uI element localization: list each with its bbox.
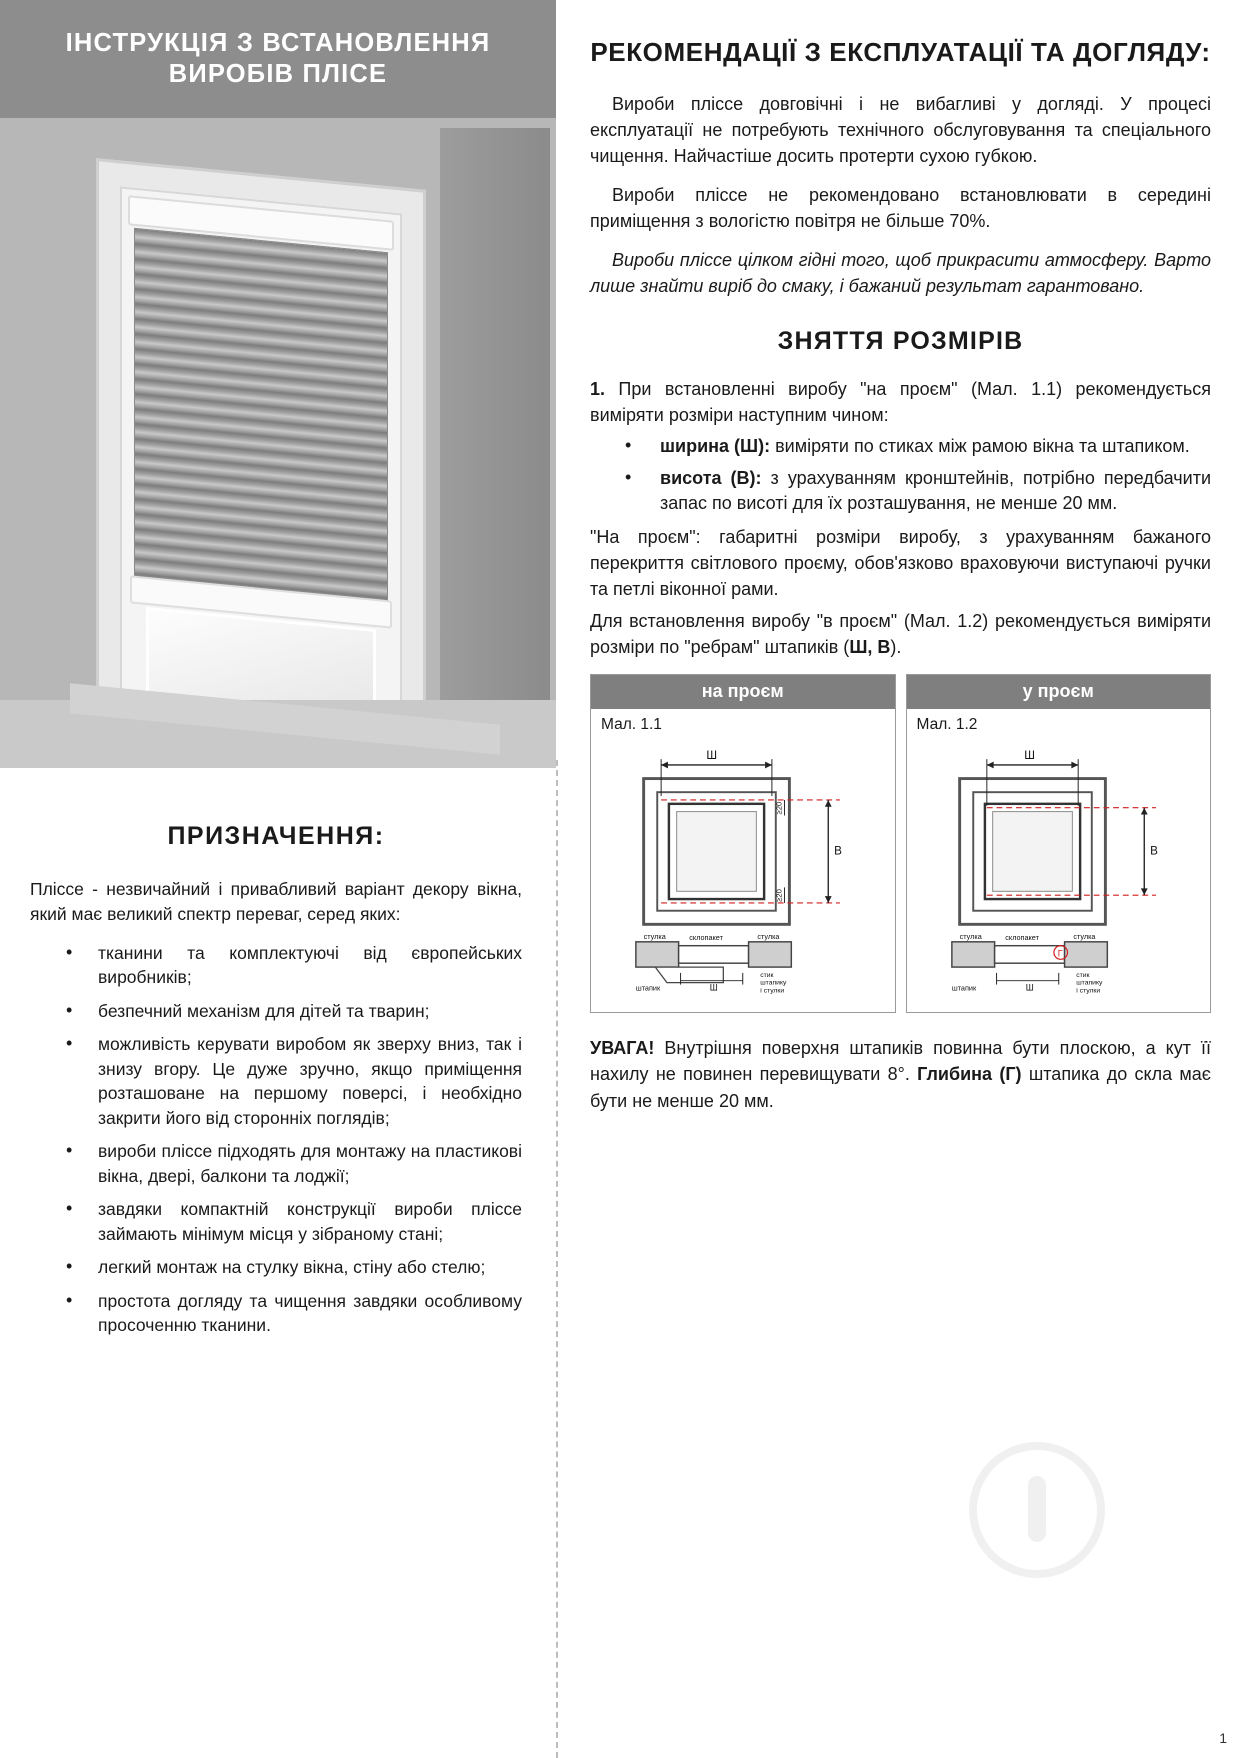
figure-1-top-gap: ≥20 — [774, 801, 784, 815]
document-title-band — [0, 0, 556, 118]
recommendations-title: РЕКОМЕНДАЦІЇ З ЕКСПЛУАТАЦІЇ ТА ДОГЛЯДУ: — [590, 37, 1211, 67]
figure-2-joint-1: стик — [1075, 972, 1090, 980]
figure-1-header: на проєм — [591, 675, 895, 709]
list-item — [590, 434, 1211, 459]
figure-2-joint-3: і стулки — [1075, 987, 1100, 995]
purpose-intro: Пліссе - незвичайний і привабливий варіант декору вікна, який має великий спектр переваг, серед яких: — [30, 879, 522, 924]
figure-1-leaf-left: стулка — [643, 932, 666, 942]
figure-1-joint-1: стик — [760, 972, 774, 980]
warning-text-a: Внутрішня поверхня штапиків повинна бути плоскою, а кут її нахилу не повинен перевищувати 8°. — [590, 1038, 1211, 1085]
figure-in-opening — [906, 674, 1212, 1013]
width-label: ширина (Ш): — [660, 436, 771, 457]
figure-1-glass: склопакет — [689, 933, 723, 943]
measurement-step-1 — [590, 376, 1211, 428]
figure-2-leaf-left: стулка — [959, 932, 982, 942]
recommendations-paragraph-3: Вироби пліссе цілком гідні того, щоб прикрасити атмосферу. Варто лише знайти виріб до смаку, і бажаний результат гарантовано. — [590, 249, 1211, 297]
figure-1-width-bottom: Ш — [709, 982, 718, 993]
window-frame-outer — [96, 158, 426, 750]
list-item: • завдяки компактній конструкції вироби пліссе займають мінімум місця у зібраному стані; — [48, 1197, 522, 1246]
figure-1-svg — [597, 736, 889, 998]
figure-2-height-label: В — [1149, 844, 1158, 858]
figure-1-bead: штапик — [635, 983, 661, 993]
figure-1-leaf-right: стулка — [757, 932, 780, 942]
right-column — [556, 0, 1245, 1758]
figure-2-width-bottom: Ш — [1025, 982, 1034, 993]
measurement-bullet-list — [590, 434, 1211, 516]
warning-depth-label: Глибина (Г) — [917, 1064, 1022, 1085]
purpose-bullet-list — [30, 941, 522, 1338]
wall-shade — [440, 128, 550, 768]
figure-2-svg — [913, 736, 1205, 998]
list-item: • легкий монтаж на стулку вікна, стіну або стелю; — [48, 1255, 522, 1280]
recommendations-paragraph-1: Вироби пліссе довговічні і не вибагливі у догляді. У процесі експлуатації не потребують технічного обслуговування та спеціального чищення. Найчастіше досить протерти сухою губкою. — [590, 93, 1211, 166]
warning-label: УВАГА! — [590, 1038, 655, 1059]
page-title: ІНСТРУКЦІЯ З ВСТАНОВЛЕННЯ ВИРОБІВ ПЛІСЕ — [65, 28, 491, 88]
figure-1-drawing — [597, 736, 889, 1004]
measurements-title: ЗНЯТТЯ РОЗМІРІВ — [777, 327, 1024, 356]
left-column — [0, 0, 556, 1758]
figure-1-height-label: В — [834, 844, 842, 858]
figures-row — [590, 674, 1211, 1013]
figure-on-opening — [590, 674, 896, 1013]
figure-1-bottom-gap: ≥20 — [774, 889, 784, 903]
note-part-c: ). — [890, 637, 902, 658]
pleated-blind-fabric — [134, 228, 388, 604]
window-illustration — [60, 128, 490, 768]
warning-note — [590, 1035, 1211, 1113]
figure-2-caption: Мал. 1.2 — [916, 716, 978, 734]
figure-2-joint-2: штапику — [1075, 979, 1102, 987]
list-item: • простота догляду та чищення завдяки особливому просоченню тканини. — [48, 1289, 522, 1338]
figure-1-width-label: Ш — [706, 749, 718, 763]
figure-1-joint-3: і стулки — [760, 987, 785, 995]
recommendations-paragraph-2: Вироби пліссе не рекомендовано встановлювати в середині приміщення з вологістю повітря не більше 70%. — [590, 184, 1211, 231]
figure-1-joint-2: штапику — [760, 979, 787, 987]
purpose-section — [0, 768, 556, 1338]
list-item: • можливість керувати виробом як зверху вниз, так і знизу вгору. Це дуже зручно, якщо приміщення розташоване на першому поверсі, і необхідно закрити його від сторонніх поглядів; — [48, 1032, 522, 1130]
measurement-note-on-opening: "На проєм": габаритні розміри виробу, з урахуванням бажаного перекриття світлового проєму, обов'язково враховуючи виступаючі ручки та петлі віконної рами. — [590, 526, 1211, 600]
figure-2-depth-label: Г — [1057, 948, 1063, 959]
note-part-a: Для встановлення виробу "в проєм" (Мал. 1.2) рекомендується виміряти розміри по "ребрам" штапиків ( — [590, 611, 1211, 658]
warning-text-c: штапика до скла має бути не менше 20 мм. — [590, 1064, 1211, 1111]
list-item: • тканини та комплектуючі від європейських виробників; — [48, 941, 522, 990]
purpose-title: ПРИЗНАЧЕННЯ: — [167, 822, 385, 850]
figure-2-width-label: Ш — [1023, 749, 1035, 763]
note-dimensions-letters: Ш, В — [849, 637, 891, 658]
measurement-note-in-opening — [590, 608, 1211, 660]
figure-2-glass: склопакет — [1004, 933, 1039, 943]
figure-2-drawing — [913, 736, 1205, 1004]
measurement-step-1-text: При встановленні виробу "на проєм" (Мал. 1.1) рекомендується виміряти розміри наступним чином: — [590, 379, 1211, 426]
width-text: виміряти по стиках між рамою вікна та штапиком. — [770, 436, 1190, 457]
height-text: з урахуванням кронштейнів, потрібно передбачити запас по висоті для їх розташування, не менше 20 мм. — [660, 467, 1211, 513]
list-item — [590, 466, 1211, 516]
figure-1-caption: Мал. 1.1 — [601, 716, 662, 734]
watermark-icon-bottom — [969, 1442, 1105, 1578]
list-item: • безпечний механізм для дітей та тварин; — [48, 999, 522, 1024]
page-number: 1 — [1219, 1730, 1227, 1746]
list-item: • вироби пліссе підходять для монтажу на пластикові вікна, двері, балкони та лоджії; — [48, 1139, 522, 1188]
measurement-step-1-number: 1. — [590, 379, 606, 400]
window-photo — [0, 118, 556, 768]
figure-2-bead: штапик — [951, 983, 976, 993]
height-label: висота (В): — [660, 467, 762, 488]
figure-2-leaf-right: стулка — [1072, 932, 1095, 942]
figure-2-header: у проєм — [907, 675, 1211, 709]
